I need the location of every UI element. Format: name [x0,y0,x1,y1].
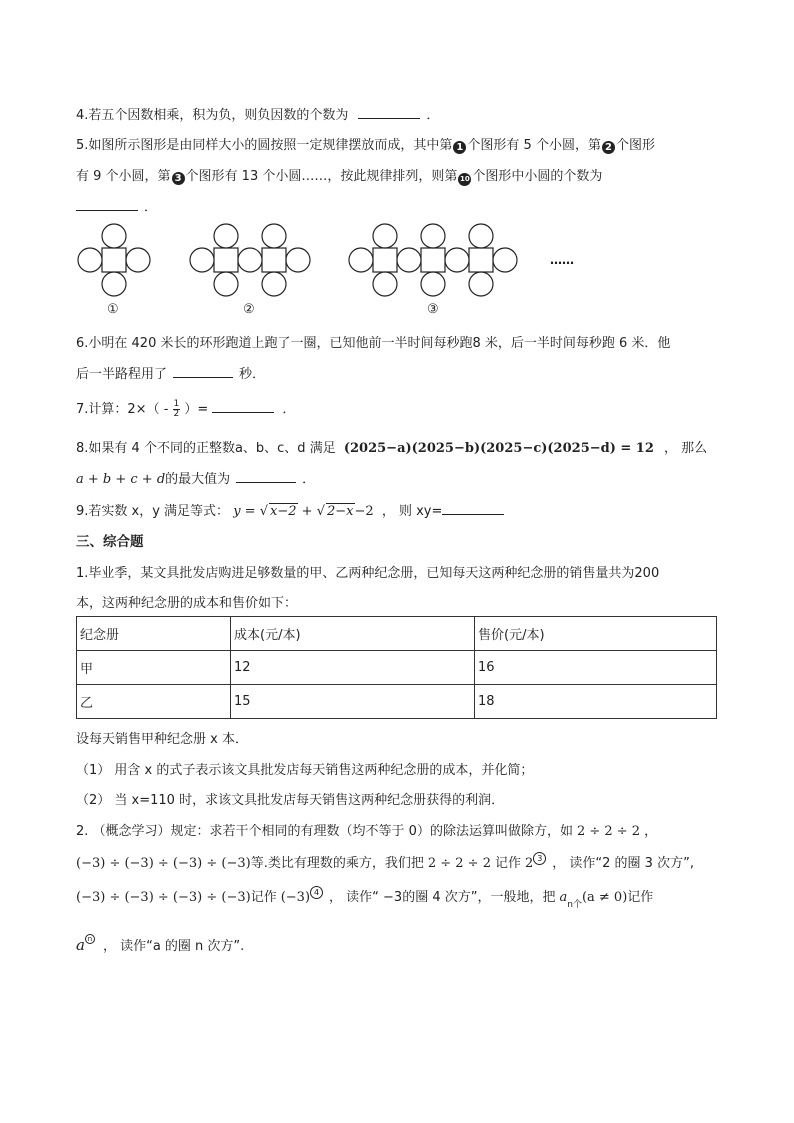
circled-exponent: 3 [533,852,546,865]
p2-power-base: a [559,890,568,905]
circled-number: 3 [172,172,185,185]
p2-text: 记作 [250,890,277,905]
question-8-line-1 [76,437,707,456]
p2-text: ， 读作“2 的圈 3 次方”, [552,856,694,871]
problem-1-line-1: 1.毕业季，某文具批发店购进足够数量的甲、乙两种纪念册，已知每天这两种纪念册的销售量共为200 [76,566,660,581]
circled-number: 2 [602,141,615,154]
problem-2-line-1 [76,820,657,839]
q9-formula: y = [233,504,256,519]
q9-operator: −2 [354,504,374,519]
circled-number: 1 [453,141,466,154]
q5-text: 有 9 个小圆，第 [76,169,171,184]
answer-blank[interactable] [358,104,420,119]
p2-text: 2. （概念学习）规定：求若干个相同的有理数（均不等于 0）的除法运算叫做除方，如 [76,824,573,839]
question-4 [76,104,439,123]
answer-blank[interactable] [212,398,274,413]
question-8-line-2 [76,468,315,487]
p2-power-base: (−3) [280,890,311,905]
q7-text: ）= [184,402,209,417]
table-cell: 乙 [77,685,231,719]
p2-power-base: 2 [525,856,534,871]
circle-pattern-figure [70,222,590,302]
q5-text: 个图形有 5 个小圆，第 [467,138,601,153]
p2-formula: 2 ÷ 2 ÷ 2 [427,856,491,871]
p2-text: ， [644,824,658,839]
figure-2 [190,224,310,296]
table-header-cell: 售价(元/本) [475,617,717,651]
q9-text: 9.若实数 x，y 满足等式： [76,504,230,519]
figure-label-1: ① [107,302,119,317]
q6-text: 6.小明在 420 米长的环形跑道上跑了一圈，已知他前一半时间每秒跑8 米，后一半时间每秒跑 6 米．他 [76,336,671,351]
answer-blank[interactable] [173,363,233,378]
problem-1-sub-1: （1） 用含 x 的式子表示该文具批发店每天销售这两种纪念册的成本，并化简； [76,763,534,778]
table-cell: 18 [475,685,717,719]
question-5-line-2 [76,165,602,186]
q8-text: ， 那么 [664,441,708,456]
table-cell: 12 [231,651,475,685]
q8-formula: (2025−a)(2025−b)(2025−c)(2025−d) = 12 [343,441,654,456]
figure-1 [78,224,150,296]
answer-blank[interactable] [76,196,138,211]
p2-text: ， 读作“ −3的圈 4 次方”，一般地，把 [329,890,556,905]
problem-1-line-2: 本，这两种纪念册的成本和售价如下： [76,596,298,611]
p2-text: 记作 [627,890,654,905]
q8-end: ． [302,472,316,487]
q9-text: ， 则 xy= [381,504,443,519]
answer-blank[interactable] [442,500,504,515]
q5-text: 个图形 [615,138,655,153]
answer-blank[interactable] [236,468,296,483]
problem-2-line-3 [76,886,653,910]
subscript: n个 [567,900,582,910]
question-6-line-1 [76,332,670,351]
problem-1-sub-2: （2） 当 x=110 时，求该文具批发店每天销售这两种纪念册获得的利润． [76,793,505,808]
q4-text: 4.若五个因数相乘，积为负，则负因数的个数为 [76,108,349,123]
p2-power-base: a [76,936,85,954]
section-title: 三、综合题 [76,534,144,550]
p2-formula: (a ≠ 0) [581,890,628,905]
question-5-line-1 [76,134,655,154]
q6-text: 秒． [239,367,266,382]
q9-operator: + [301,504,313,519]
p2-formula: (−3) ÷ (−3) ÷ (−3) ÷ (−3) [76,890,251,905]
price-table [76,616,717,719]
q5-text: 个图形中小圆的个数为 [472,169,603,184]
problem-1-setup: 设每天销售甲种纪念册 x 本． [76,732,248,747]
radicand: x−2 [270,504,297,519]
q4-end: ． [426,108,440,123]
problem-2-line-2 [76,852,694,871]
q7-text: 7.计算：2×（ - [76,402,169,417]
q6-text: 后一半路程用了 [76,367,168,382]
question-5-line-3 [76,196,157,215]
problem-2-line-4 [76,934,244,954]
figure-label-2: ② [243,302,255,317]
circled-number: 10 [458,173,471,186]
table-cell: 15 [231,685,475,719]
table-header-cell: 成本(元/本) [231,617,475,651]
fraction-numerator: 1 [173,399,180,409]
q5-end: ． [144,200,158,215]
sqrt-symbol: √ [316,504,325,519]
question-9 [76,500,504,519]
q5-text: 5.如图所示图形是由同样大小的圆按照一定规律摆放而成，其中第 [76,138,453,153]
radicand: 2−x [327,504,354,519]
table-row [77,685,717,719]
p2-formula: (−3) ÷ (−3) ÷ (−3) ÷ (−3) [76,856,251,871]
fraction-denominator: 2 [173,409,180,419]
p2-text: 记作 [494,856,521,871]
q8-text: 8.如果有 4 个不同的正整数a、b、c、d 满足 [76,441,336,456]
fraction [173,400,181,419]
sqrt-symbol: √ [259,504,269,519]
table-header-row [77,617,717,651]
q5-text: 个图形有 13 个小圆……，按此规律排列，则第 [185,169,458,184]
figure-ellipsis: …… [550,253,574,267]
p2-text: ， 读作“a 的圈 n 次方”. [102,939,245,954]
table-cell: 16 [475,651,717,685]
p2-formula: 2 ÷ 2 ÷ 2 [576,824,641,839]
table-header-cell: 纪念册 [77,617,231,651]
question-6-line-2 [76,363,265,382]
question-7 [76,398,295,419]
q8-formula: a + b + c + d [76,472,166,487]
p2-text: 等.类比有理数的乘方，我们把 [250,856,424,871]
q8-text: 的最大值为 [165,472,231,487]
q7-end: ． [282,402,296,417]
circled-exponent: 4 [310,886,323,899]
table-cell: 甲 [77,651,231,685]
circled-exponent: n [85,934,95,944]
figure-label-3: ③ [427,302,439,317]
figure-3 [349,224,517,296]
table-row [77,651,717,685]
